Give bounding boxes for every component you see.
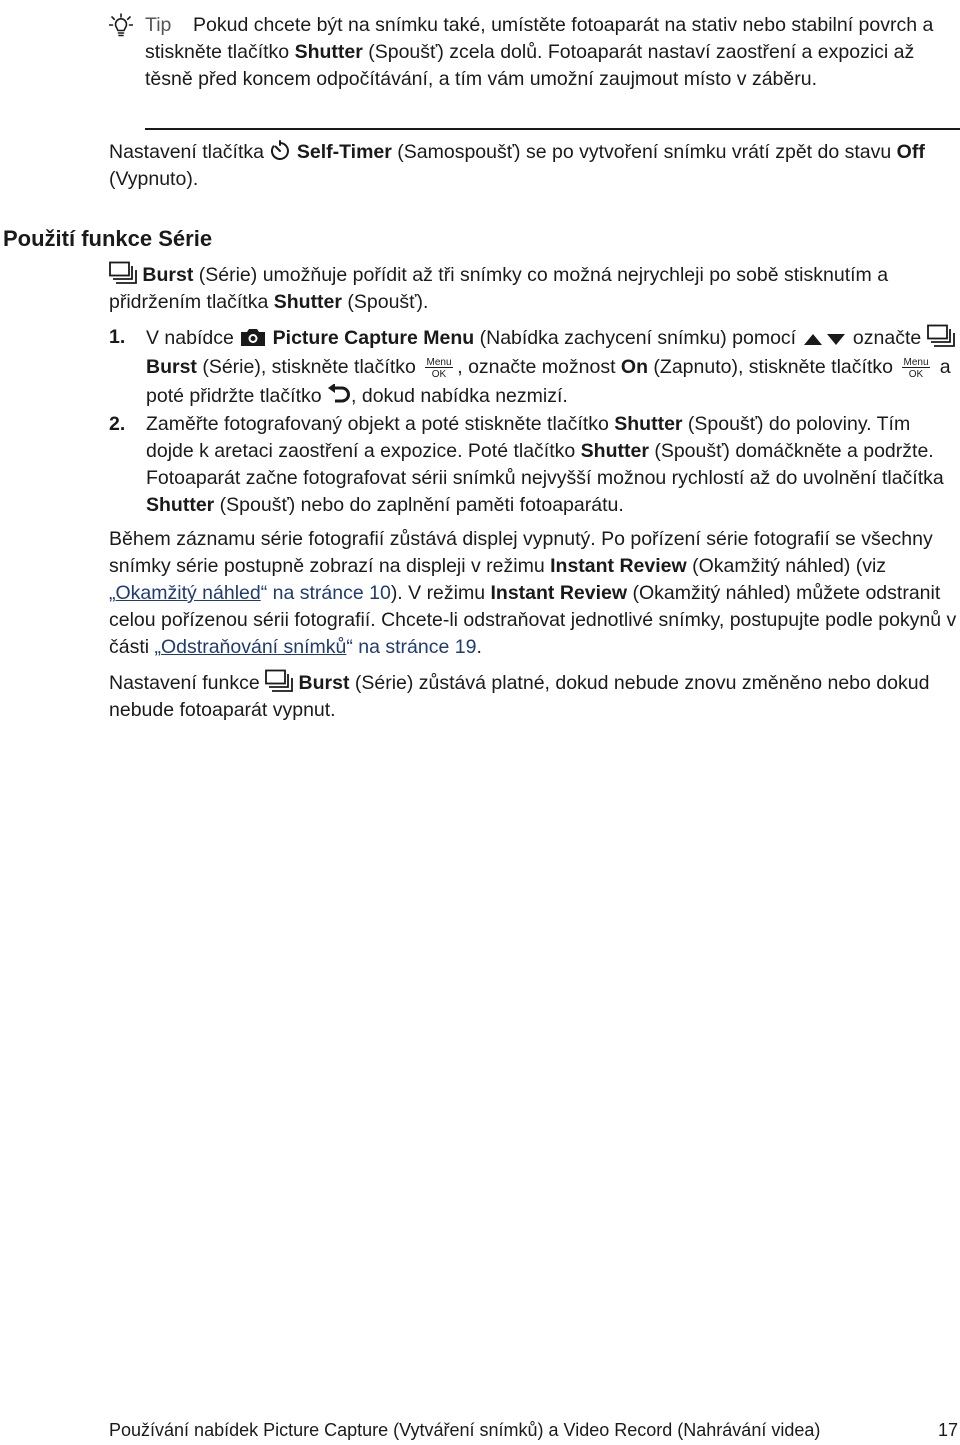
self-timer-note: Nastavení tlačítka Self-Timer (Samospoušť) se po vytvoření snímku vrátí zpět do stavu Off (Vypnuto).	[109, 141, 925, 190]
step-number: 2.	[109, 413, 126, 435]
menu-ok-icon	[898, 356, 934, 378]
lightbulb-icon	[109, 13, 133, 39]
step-2: Zaměřte fotografovaný objekt a poté stiskněte tlačítko Shutter (Spoušť) do poloviny. Tím dojde k aretaci zaostření a expozice. Poté tlačítko Shutter (Spoušť) domáčkněte a podržte. Fotoaparát začne fotografovat sérii snímků nejvyšší možnou rychlostí až do uvolnění tlačítka Shutter (Spoušť) nebo do zaplnění paměti fotoaparátu.	[146, 413, 944, 516]
svg-text:OK: OK	[909, 369, 924, 378]
page-number: 17	[938, 1420, 959, 1440]
burst-icon	[927, 324, 955, 348]
menu-ok-icon	[421, 356, 457, 378]
back-arrow-icon	[327, 384, 351, 406]
burst-icon	[265, 669, 293, 693]
footer-chapter-title: Používání nabídek Picture Capture (Vytváření snímků) a Video Record (Nahrávání videa)	[109, 1420, 821, 1440]
tip-text: Pokud chcete být na snímku také, umístěte fotoaparát na stativ nebo stabilní povrch a stiskněte tlačítko Shutter (Spoušť) zcela dolů. Fotoaparát nastaví zaostření a expozici až těsně před koncem odpočítávání, a tím vám umožní zaujmout místo v záběru.	[145, 14, 934, 90]
section-heading: Použití funkce Série	[3, 226, 213, 251]
camera-icon	[239, 326, 267, 348]
burst-review-paragraph: Během záznamu série fotografií zůstává displej vypnutý. Po pořízení série fotografií se všechny snímky série postupně zobrazí na displeji v režimu Instant Review (Okamžitý náhled) (viz „Okamžitý náhled“ na stránce 10). V režimu Instant Review (Okamžitý náhled) můžete odstranit celou pořízenou sérii fotografií. Chcete-li odstraňovat jednotlivé snímky, postupujte podle pokynů v části „Odstraňování snímků“ na stránce 19.	[109, 528, 957, 658]
svg-text:Menu: Menu	[426, 357, 452, 368]
link-instant-review[interactable]: „Okamžitý náhled“ na stránce 10	[109, 582, 391, 604]
tip-label: Tip	[145, 14, 172, 36]
self-timer-icon	[269, 140, 291, 162]
svg-text:Menu: Menu	[903, 357, 929, 368]
up-down-arrows-icon	[802, 330, 848, 348]
link-deleting-images[interactable]: „Odstraňování snímků“ na stránce 19	[154, 636, 477, 658]
step-number: 1.	[109, 326, 126, 348]
svg-text:OK: OK	[432, 369, 447, 378]
burst-intro: Burst (Série) umožňuje pořídit až tři snímky co možná nejrychleji po sobě stisknutím a přidržením tlačítka Shutter (Spoušť).	[109, 261, 960, 316]
burst-setting-paragraph: Nastavení funkce Burst (Série) zůstává platné, dokud nebude znovu změněno nebo dokud nebude fotoaparát vypnut.	[109, 669, 960, 724]
step-1: V nabídce Picture Capture Menu (Nabídka zachycení snímku) pomocí označte Burst (Série), stiskněte tlačítko Menu OK , označte možnost On (Zapnuto), stiskněte tlačítko Menu OK a poté přidržte tlačítko , dokud nabídka nezmizí.	[146, 324, 960, 411]
tip-divider	[145, 128, 960, 130]
burst-icon	[109, 261, 137, 285]
